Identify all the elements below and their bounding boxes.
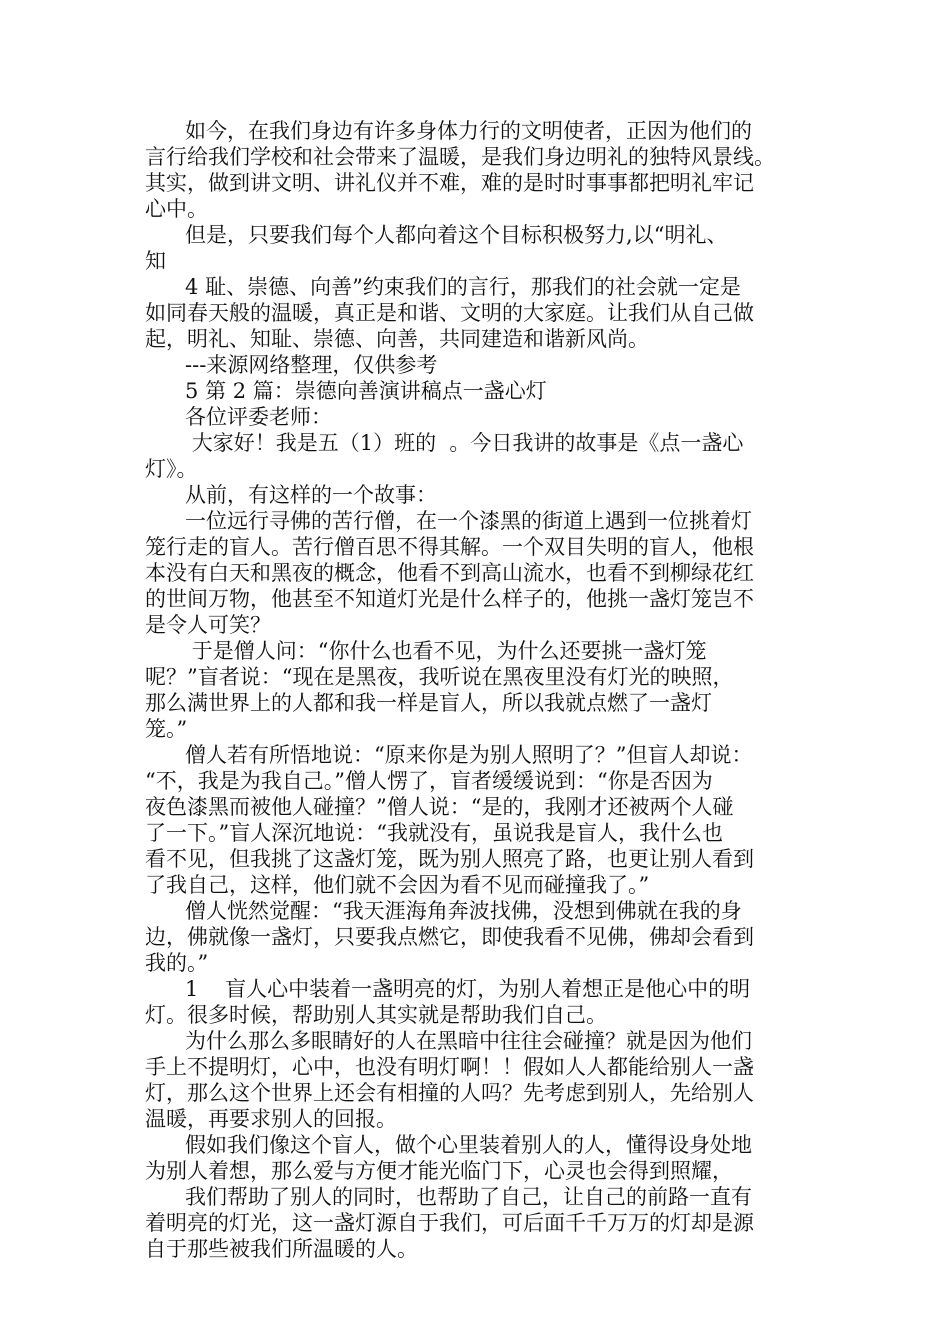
text-line: 笼行走的盲人。苦行僧百思不得其解。一个双目失明的盲人，他根 [145, 535, 754, 559]
text-line: “不，我是为我自己。”僧人愣了，盲者缓缓说到：“你是否因为 [145, 769, 713, 793]
text-line: 自于那些被我们所温暖的人。 [145, 1237, 418, 1261]
text-line: 灯》。 [145, 457, 198, 481]
text-line: 我们帮助了别人的同时，也帮助了自己，让自己的前路一直有 [145, 1185, 753, 1209]
text-line: 如同春天般的温暖，真正是和谐、文明的大家庭。让我们从自己做 [145, 301, 754, 325]
text-line: 如今，在我们身边有许多身体力行的文明使者，正因为他们的 [145, 119, 753, 143]
text-line: 的世间万物，他甚至不知道灯光是什么样子的，他挑一盏灯笼岂不 [145, 587, 754, 611]
text-line: 了我自己，这样，他们就不会因为看不见而碰撞我了。” [145, 873, 650, 897]
text-line: 手上不提明灯，心中，也没有明灯啊！！假如人人都能给别人一盏 [145, 1055, 754, 1079]
text-line: 假如我们像这个盲人，做个心里装着别人的人，懂得设身处地 [145, 1133, 753, 1157]
text-line: 夜色漆黑而被他人碰撞？”僧人说：“是的，我刚才还被两个人碰 [145, 795, 734, 819]
text-line: 从前，有这样的一个故事： [145, 483, 438, 507]
text-line: 笼。” [145, 717, 188, 741]
text-line: 那么满世界上的人都和我一样是盲人，所以我就点燃了一盏灯 [145, 691, 712, 715]
text-line: 看不见，但我挑了这盏灯笼，既为别人照亮了路，也更让别人看到 [145, 847, 754, 871]
text-line: 灯，那么这个世界上还会有相撞的人吗？先考虑到别人，先给别人 [145, 1081, 754, 1105]
text-line: 5 第 2 篇：崇德向善演讲稿点一盏心灯 [145, 379, 547, 403]
text-line: 为什么那么多眼睛好的人在黑暗中往往会碰撞？就是因为他们 [145, 1029, 753, 1053]
text-line: 温暖，再要求别人的回报。 [145, 1107, 397, 1131]
text-line: 但是，只要我们每个人都向着这个目标积极努力,以“明礼、 [145, 223, 728, 247]
text-line: 4 耻、崇德、向善”约束我们的言行，那我们的社会就一定是 [145, 275, 741, 299]
text-line: 大家好！我是五（1）班的 。今日我讲的故事是《点一盏心 [145, 431, 744, 455]
text-line: 呢？”盲者说：“现在是黑夜，我听说在黑夜里没有灯光的映照， [145, 665, 734, 689]
text-line: 边，佛就像一盏灯，只要我点燃它，即使我看不见佛，佛却会看到 [145, 925, 754, 949]
document-body [145, 118, 825, 1262]
text-line: 了一下。”盲人深沉地说：“我就没有，虽说我是盲人，我什么也 [145, 821, 723, 845]
text-line: 着明亮的灯光，这一盏灯源自于我们，可后面千千万万的灯却是源 [145, 1211, 754, 1235]
text-line: 僧人若有所悟地说：“原来你是为别人照明了？”但盲人却说： [145, 743, 753, 767]
text-line: 知 [145, 249, 166, 273]
text-line: 言行给我们学校和社会带来了温暖，是我们身边明礼的独特风景线。 [145, 145, 775, 169]
text-line: 灯。很多时候，帮助别人其实就是帮助我们自己。 [145, 1003, 607, 1027]
text-line: 起，明礼、知耻、崇德、向善，共同建造和谐新风尚。 [145, 327, 649, 351]
text-line: 僧人恍然觉醒：“我天涯海角奔波找佛，没想到佛就在我的身 [145, 899, 742, 923]
text-line: 是令人可笑？ [145, 613, 271, 637]
text-line: 一位远行寻佛的苦行僧，在一个漆黑的街道上遇到一位挑着灯 [145, 509, 753, 533]
text-line: 1 盲人心中装着一盏明亮的灯，为别人着想正是他心中的明 [145, 977, 751, 1001]
text-line: 于是僧人问：“你什么也看不见，为什么还要挑一盏灯笼 [145, 639, 707, 663]
text-line: 心中。 [145, 197, 208, 221]
text-line: 本没有白天和黑夜的概念，他看不到高山流水，也看不到柳绿花红 [145, 561, 754, 585]
text-line: 为别人着想，那么爱与方便才能光临门下，心灵也会得到照耀， [145, 1159, 733, 1183]
text-line: 其实，做到讲文明、讲礼仪并不难，难的是时时事事都把明礼牢记 [145, 171, 754, 195]
text-line: 我的。” [145, 951, 209, 975]
text-line: 各位评委老师： [145, 405, 333, 429]
text-line: ---来源网络整理，仅供参考 [145, 353, 438, 377]
